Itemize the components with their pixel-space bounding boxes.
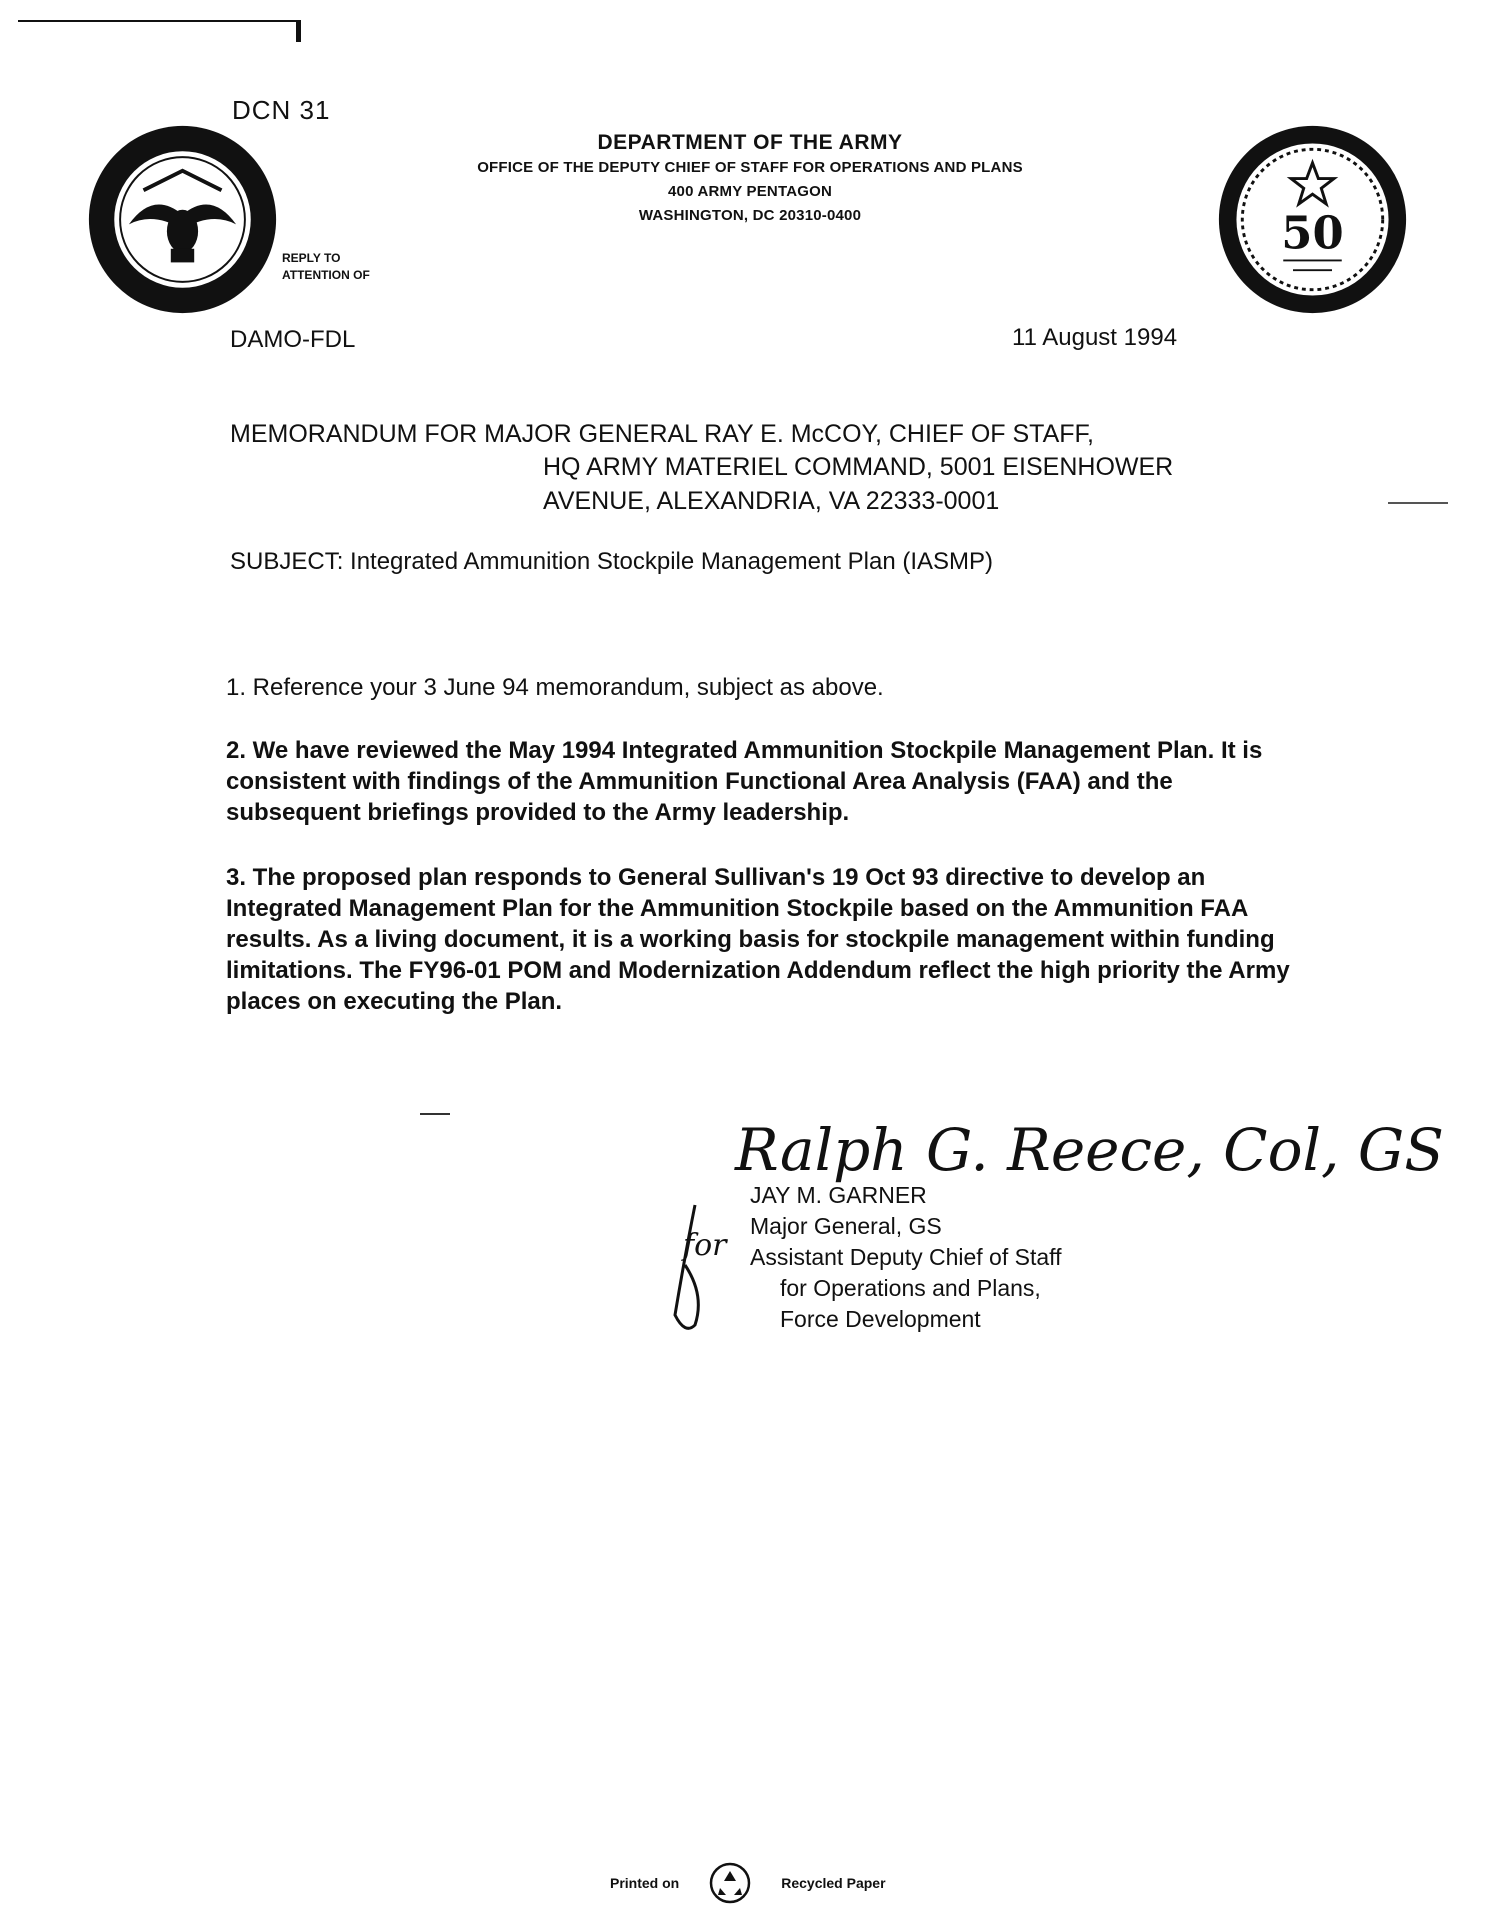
- signer-name: JAY M. GARNER: [750, 1182, 927, 1208]
- recycled-paper-label: Recycled Paper: [781, 1875, 886, 1891]
- signer-title-2: for Operations and Plans,: [780, 1275, 1041, 1301]
- office-symbol: DAMO-FDL: [230, 326, 356, 353]
- memo-address: [543, 450, 1173, 518]
- wwii-50th-anniversary-seal-icon: [1215, 122, 1410, 317]
- handwritten-initials: [655, 1195, 745, 1345]
- paragraph-1: 1. Reference your 3 June 94 memorandum, subject as above.: [226, 674, 884, 701]
- office-name: OFFICE OF THE DEPUTY CHIEF OF STAFF FOR OPERATIONS AND PLANS: [477, 159, 1023, 176]
- reply-to-line-2: ATTENTION OF: [282, 268, 370, 282]
- paragraph-2: 2. We have reviewed the May 1994 Integrated Ammunition Stockpile Management Plan. It is consistent with findings of the Ammunition Functional Area Analysis (FAA) and the subsequent briefings provided to the Army leadership.: [226, 737, 1263, 826]
- seal-number: 50: [1281, 206, 1344, 260]
- memo-address-line-1: HQ ARMY MATERIEL COMMAND, 5001 EISENHOWER: [543, 453, 1174, 481]
- department-name: DEPARTMENT OF THE ARMY: [597, 131, 903, 154]
- department-of-defense-seal-icon: [85, 122, 280, 317]
- signature-block: [750, 1180, 1062, 1335]
- footer: [610, 1862, 886, 1904]
- reply-to-label: [282, 250, 370, 284]
- signer-title-3: Force Development: [780, 1306, 981, 1332]
- recycle-icon: [709, 1862, 751, 1904]
- printed-on-label: Printed on: [610, 1875, 680, 1891]
- signer-title-1: Assistant Deputy Chief of Staff: [750, 1244, 1062, 1270]
- memo-date: 11 August 1994: [1012, 324, 1178, 351]
- paragraph-3: 3. The proposed plan responds to General Sullivan's 19 Oct 93 directive to develop an Integrated Management Plan for the Ammunition Stockpile based on the Ammunition FAA results. As a living document, it is a working basis for stockpile management within funding limitations. The FY96-01 POM and Modernization Addendum reflect the high priority the Army places on executing the Plan.: [226, 864, 1290, 1015]
- handwritten-signature-text: Ralph G. Reece, Col, GS: [735, 1116, 1444, 1184]
- memo-address-line-2: AVENUE, ALEXANDRIA, VA 22333-0001: [543, 487, 1000, 515]
- letterhead: [380, 130, 1120, 228]
- address-line-1: 400 ARMY PENTAGON: [668, 183, 832, 200]
- memo-subject: SUBJECT: Integrated Ammunition Stockpile Management Plan (IASMP): [230, 548, 994, 575]
- signer-rank: Major General, GS: [750, 1213, 942, 1239]
- top-rule-line: [18, 20, 300, 22]
- stray-mark: [420, 1113, 450, 1115]
- memo-for-line: MEMORANDUM FOR MAJOR GENERAL RAY E. McCOY, CHIEF OF STAFF,: [230, 420, 1094, 448]
- address-line-2: WASHINGTON, DC 20310-0400: [638, 207, 862, 224]
- dcn-stamp: DCN 31: [232, 95, 331, 125]
- reply-to-line-1: REPLY TO: [282, 251, 341, 265]
- margin-mark: [1388, 502, 1448, 504]
- initials-text: for: [683, 1228, 727, 1263]
- top-rule-tick: [296, 20, 301, 42]
